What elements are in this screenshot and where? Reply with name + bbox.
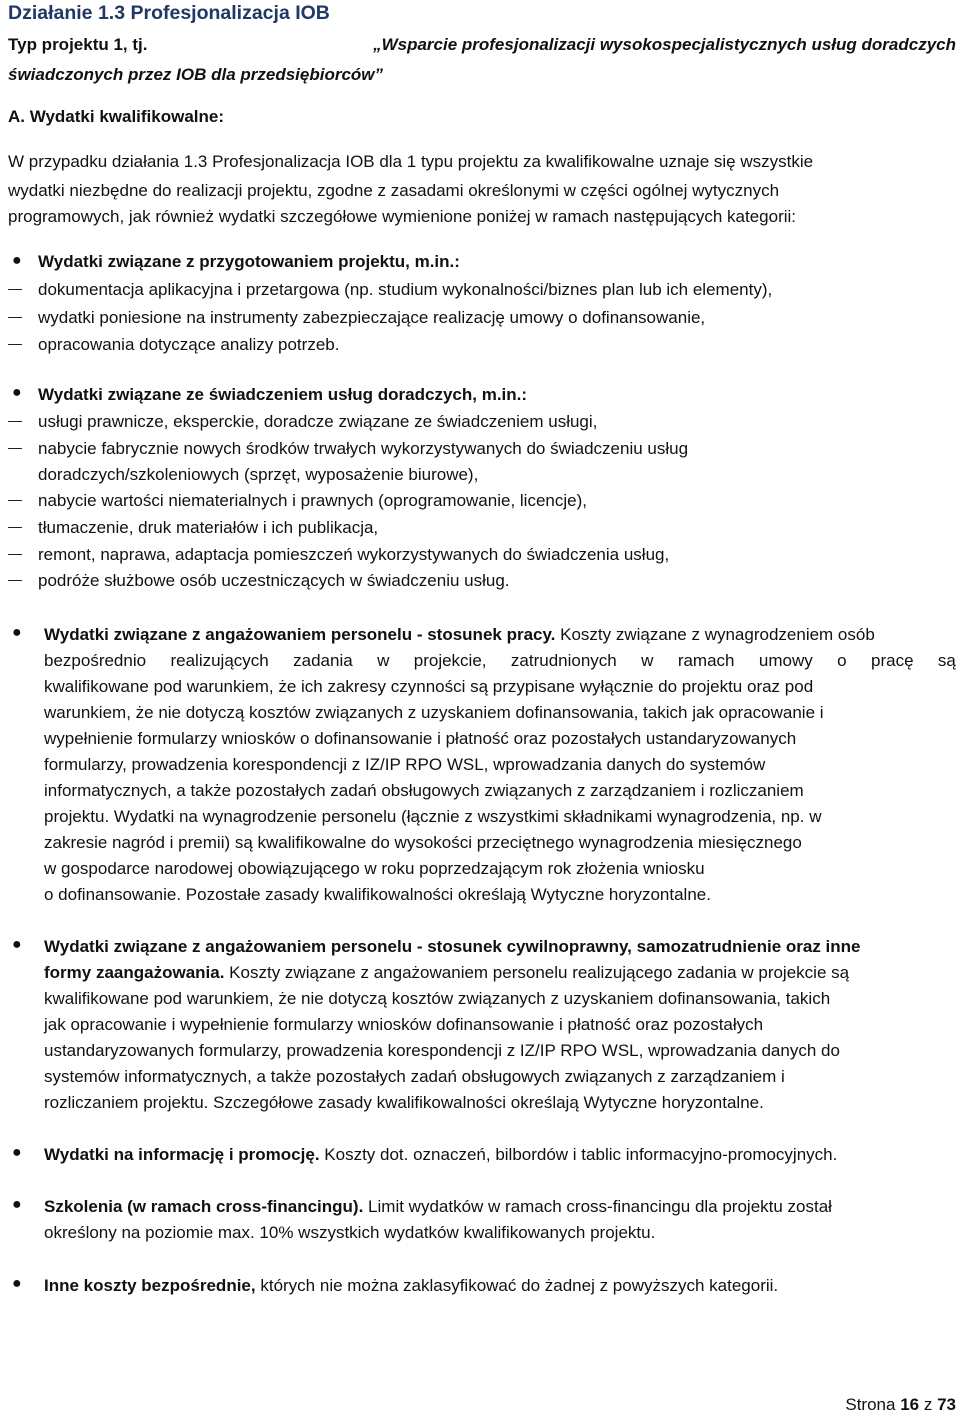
project-type-name-2: świadczonych przez IOB dla przedsiębiorców” <box>8 65 384 84</box>
dash-icon <box>8 580 22 581</box>
project-type-line-1 <box>8 34 956 56</box>
cat3-text: Koszty związane z wynagrodzeniem osób <box>560 625 875 644</box>
cat4-line: ustandaryzowanych formularzy, prowadzenia korespondencji z IZ/IP RPO WSL, wprowadzania danych do <box>44 1041 840 1060</box>
cat3-line: kwalifikowane pod warunkiem, że ich zakresy czynności są przypisane wyłącznie do projektu oraz pod <box>44 677 814 696</box>
cat6-line: określony na poziomie max. 10% wszystkich wydatków kwalifikowanych projektu. <box>44 1223 656 1242</box>
project-type-prefix: Typ projektu 1, tj. <box>8 35 148 54</box>
word: zadania <box>293 651 353 670</box>
dash-icon <box>8 344 22 345</box>
word: projekcie, <box>413 651 487 670</box>
intro-line-1: W przypadku działania 1.3 Profesjonalizacja IOB dla 1 typu projektu za kwalifikowalne uznaje się wszystkie <box>8 152 814 171</box>
bullet-icon: ● <box>12 384 22 401</box>
cat2-item: nabycie wartości niematerialnych i prawnych (oprogramowanie, licencje), <box>38 491 587 510</box>
bullet-icon: ● <box>12 1275 22 1292</box>
cat2-item: nabycie fabrycznie nowych środków trwałych wykorzystywanych do świadczeniu usług <box>38 439 689 458</box>
cat5-heading: Wydatki na informację i promocję. <box>44 1145 320 1164</box>
cat4-line: rozliczaniem projektu. Szczegółowe zasady kwalifikowalności określają Wytyczne horyzontalne. <box>44 1093 764 1112</box>
cat3-line: informatycznych, a także pozostałych zadań obsługowych związanych z zarządzaniem i rozliczaniem <box>44 781 804 800</box>
bullet-icon: ● <box>12 936 22 953</box>
intro-line-2: wydatki niezbędne do realizacji projektu, zgodne z zasadami określonymi w części ogólnej wytycznych <box>8 181 780 200</box>
cat5-line <box>44 1144 956 1166</box>
cat2-heading: Wydatki związane ze świadczeniem usług doradczych, m.in.: <box>38 385 528 404</box>
cat3-heading: Wydatki związane z angażowaniem personelu - stosunek pracy. <box>44 625 556 644</box>
cat4-heading-line-1: Wydatki związane z angażowaniem personelu - stosunek cywilnoprawny, samozatrudnienie oraz inne <box>44 937 861 956</box>
dash-icon <box>8 554 22 555</box>
bullet-icon: ● <box>12 624 22 641</box>
cat1-item: opracowania dotyczące analizy potrzeb. <box>38 335 340 354</box>
cat3-line: w gospodarce narodowej obowiązującego w roku poprzedzającym rok złożenia wniosku <box>44 859 705 878</box>
project-type-name-1: „Wsparcie profesjonalizacji wysokospecjalistycznych usług doradczych <box>373 35 956 54</box>
word: realizujących <box>170 651 269 670</box>
cat7-line <box>44 1275 956 1297</box>
cat4-line <box>44 962 956 984</box>
dash-icon <box>8 448 22 449</box>
bullet-icon: ● <box>12 1196 22 1213</box>
cat4-text: Koszty związane z angażowaniem personelu realizującego zadania w projekcie są <box>229 963 850 982</box>
cat3-line <box>44 650 956 672</box>
section-a-heading: A. Wydatki kwalifikowalne: <box>8 107 225 126</box>
word: zatrudnionych <box>510 651 617 670</box>
dash-icon <box>8 421 22 422</box>
document-title: Działanie 1.3 Profesjonalizacja IOB <box>8 2 330 24</box>
word: są <box>937 651 956 670</box>
cat2-item: tłumaczenie, druk materiałów i ich publikacja, <box>38 518 379 537</box>
dash-icon <box>8 527 22 528</box>
cat4-heading-line-2: formy zaangażowania. <box>44 963 225 982</box>
cat4-line: jak opracowanie i wypełnienie formularzy wniosków dofinansowanie i płatność oraz pozostałych <box>44 1015 764 1034</box>
bullet-icon: ● <box>12 252 22 269</box>
cat6-text: Limit wydatków w ramach cross-financingu dla projektu został <box>368 1197 832 1216</box>
cat5-text: Koszty dot. oznaczeń, bilbordów i tablic informacyjno-promocyjnych. <box>324 1145 838 1164</box>
page-label: Strona <box>845 1395 896 1414</box>
word: w <box>377 651 390 670</box>
cat3-line: formularzy, prowadzenia korespondencji z IZ/IP RPO WSL, wprowadzania danych do systemów <box>44 755 766 774</box>
cat3-line: projektu. Wydatki na wynagrodzenie personelu (łącznie z wszystkimi składnikami wynagrodzenia, np. w <box>44 807 822 826</box>
word: ramach <box>677 651 735 670</box>
cat3-line: o dofinansowanie. Pozostałe zasady kwalifikowalności określają Wytyczne horyzontalne. <box>44 885 711 904</box>
cat2-item: podróże służbowe osób uczestniczących w świadczeniu usług. <box>38 571 510 590</box>
cat3-line <box>44 624 956 646</box>
dash-icon <box>8 289 22 290</box>
page-number <box>845 1394 956 1416</box>
word: w <box>641 651 654 670</box>
current-page: 16 <box>900 1395 920 1414</box>
cat2-item: usługi prawnicze, eksperckie, doradcze związane ze świadczeniem usługi, <box>38 412 598 431</box>
word: o <box>837 651 847 670</box>
cat2-item-continued: doradczych/szkoleniowych (sprzęt, wyposażenie biurowe), <box>38 465 479 484</box>
bullet-icon: ● <box>12 1144 22 1161</box>
page-separator: z <box>923 1395 933 1414</box>
cat4-line: systemów informatycznych, a także pozostałych zadań obsługowych związanych z zarządzaniem i <box>44 1067 785 1086</box>
intro-line-3: programowych, jak również wydatki szczegółowe wymienione poniżej w ramach następujących kategorii: <box>8 207 797 226</box>
cat6-line <box>44 1196 956 1218</box>
total-pages: 73 <box>937 1395 956 1414</box>
cat1-heading: Wydatki związane z przygotowaniem projektu, m.in.: <box>38 252 460 271</box>
word: bezpośrednio <box>44 651 147 670</box>
word: umowy <box>758 651 813 670</box>
dash-icon <box>8 317 22 318</box>
cat3-line: zakresie nagród i premii) są kwalifikowalne do wysokości przeciętnego wynagrodzenia miesięcznego <box>44 833 802 852</box>
cat4-line: kwalifikowane pod warunkiem, że nie dotyczą kosztów związanych z uzyskaniem dofinansowania, takich <box>44 989 831 1008</box>
cat3-line: warunkiem, że nie dotyczą kosztów związanych z uzyskaniem dofinansowania, takich jak opracowanie i <box>44 703 824 722</box>
cat6-heading: Szkolenia (w ramach cross-financingu). <box>44 1197 364 1216</box>
cat7-heading: Inne koszty bezpośrednie, <box>44 1276 256 1295</box>
word: pracę <box>871 651 914 670</box>
cat1-item: dokumentacja aplikacyjna i przetargowa (np. studium wykonalności/biznes plan lub ich elementy), <box>38 280 773 299</box>
cat2-item: remont, naprawa, adaptacja pomieszczeń wykorzystywanych do świadczenia usług, <box>38 545 670 564</box>
cat3-line: wypełnienie formularzy wniosków o dofinansowanie i płatność oraz pozostałych ustandaryzowanych <box>44 729 797 748</box>
cat1-item: wydatki poniesione na instrumenty zabezpieczające realizację umowy o dofinansowanie, <box>38 308 706 327</box>
cat7-text: których nie można zaklasyfikować do żadnej z powyższych kategorii. <box>260 1276 779 1295</box>
dash-icon <box>8 500 22 501</box>
